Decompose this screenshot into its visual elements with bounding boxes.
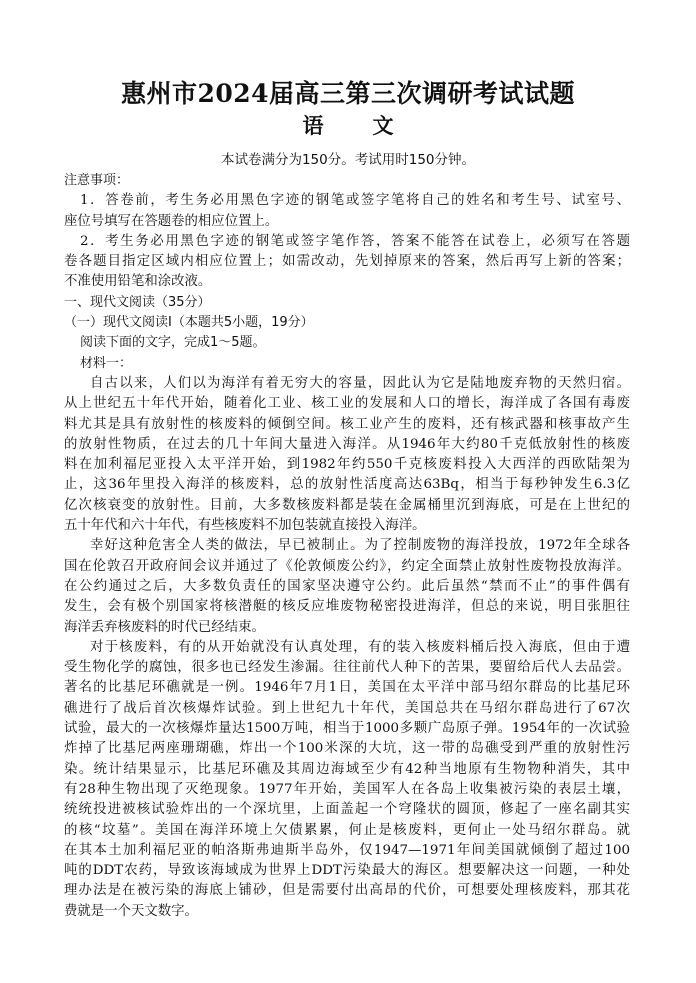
passage-line: 止，这36年里投入海洋的核废料，总的放射性活度高达63Bq，相当于每秒钟发生6.3亿 [64, 477, 630, 493]
passage-line: 在其本土加利福尼亚的帕洛斯弗迪斯半岛外，仅1947—1971年间美国就倾倒了超过100 [64, 842, 630, 858]
notice-line: 2．考生务必用黑色字迹的钢笔或签字笔作答，答案不能答在试卷上，必须写在答题 [80, 233, 630, 249]
subsection-heading: （一）现代文阅读Ⅰ（本题共5小题，19分） [64, 315, 314, 331]
reading-instruction: 阅读下面的文字，完成1～5题。 [80, 335, 266, 351]
passage-line: 幸好这种危害全人类的做法，早已被制止。为了控制废物的海洋投放，1972年全球各 [90, 538, 630, 554]
exam-title: 惠州市2024届高三第三次调研考试试题 [120, 79, 576, 108]
notice-title: 注意事项： [64, 173, 130, 188]
exam-content [64, 171, 630, 922]
passage-line: 理办法是在被污染的海底上铺砂，但是需要付出高昂的代价，可想要处理核废料，那其花 [64, 883, 630, 899]
passage-line: 染。统计结果显示，比基尼环礁及其周边海域至少有42种当地原有生物物种消失，其中 [64, 761, 630, 777]
passage-line: 的放射性物质，在过去的几十年间大量进入海洋。从1946年大约80千克低放射性的核废 [64, 436, 630, 452]
passage-line: 有28种生物出现了灭绝现象。1977年开始，美国军人在各岛上收集被污染的表层土壤， [64, 781, 630, 797]
notice-line: 座位号填写在答题卷的相应位置上。 [64, 213, 279, 229]
notice-line: 卷各题目指定区域内相应位置上；如需改动，先划掉原来的答案，然后再写上新的答案； [64, 254, 630, 270]
passage-line: 礁进行了战后首次核爆炸试验。到上世纪九十年代，美国总共在马绍尔群岛进行了67次 [64, 700, 630, 716]
passage-line: 著名的比基尼环礁就是一例。1946年7月1日，美国在太平洋中部马绍尔群岛的比基尼环 [64, 680, 630, 696]
passage-line: 国在伦敦召开政府间会议并通过了《伦敦倾废公约》，约定全面禁止放射性废物投放海洋。 [64, 558, 630, 574]
passage-line: 费就是一个天文数字。 [64, 903, 198, 919]
material-label: 材料一： [80, 355, 133, 371]
passage-line: 发生，会有极个别国家将核潜艇的核反应堆废物秘密投进海洋，但总的来说，明目张胆往 [64, 599, 630, 615]
passage-line: 试验，最大的一次核爆炸量达1500万吨，相当于1000多颗广岛原子弹。1954年的一次试验 [64, 721, 630, 737]
passage-line: 亿次核衰变的放射性。目前，大多数核废料都是装在金属桶里沉到海底，可是在上世纪的 [64, 497, 630, 513]
score-info: 本试卷满分为150分。考试用时150分钟。 [220, 152, 476, 168]
notice-line: 不准使用铅笔和涂改液。 [64, 274, 212, 290]
passage-line: 吨的DDT农药，导致该海域成为世界上DDT污染最大的海区。想要解决这一问题，一种处 [64, 863, 630, 879]
notice-line: 1．答卷前，考生务必用黑色字迹的钢笔或签字笔将自己的姓名和考生号、试室号、 [80, 193, 630, 209]
passage-line: 自古以来，人们以为海洋有着无穷大的容量，因此认为它是陆地废弃物的天然归宿。 [90, 375, 630, 391]
passage-line: 受生物化学的腐蚀，很多也已经发生渗漏。往往前代人种下的苦果，要留给后代人去品尝。 [64, 660, 630, 676]
passage-line: 海洋丢弃核废料的时代已经结束。 [64, 619, 265, 635]
section-heading: 一、现代文阅读（35分） [64, 294, 211, 310]
passage-line: 五十年代和六十年代，有些核废料不加包装就直接投入海洋。 [64, 518, 426, 534]
passage-line: 对于核废料，有的从开始就没有认真处理，有的装入核废料桶后投入海底，但由于遭 [90, 639, 630, 655]
passage-line: 从上世纪五十年代开始，随着化工业、核工业的发展和人口的增长，海洋成了各国有毒废 [64, 396, 630, 412]
passage-line: 在公约通过之后，大多数负责任的国家坚决遵守公约。此后虽然“禁而不止”的事件偶有 [64, 578, 630, 594]
passage-line: 炸掉了比基尼两座珊瑚礁，炸出一个100米深的大坑，这一带的岛礁受到严重的放射性污 [64, 741, 630, 757]
subject-title: 语 文 [302, 113, 408, 138]
passage-line: 的核“坟墓”。美国在海洋环境上欠债累累，何止是核废料，更何止一处马绍尔群岛。就 [64, 822, 630, 838]
passage-line: 料尤其是具有放射性的核废料的倾倒空间。核工业产生的废料，还有核武器和核事故产生 [64, 416, 630, 432]
passage-line: 统统投进被核试验炸出的一个深坑里，上面盖起一个穹隆状的圆顶，修起了一座名副其实 [64, 802, 630, 818]
passage-line: 料在加利福尼亚投入太平洋开始，到1982年约550千克核废料投入大西洋的西欧陆架为 [64, 457, 630, 473]
